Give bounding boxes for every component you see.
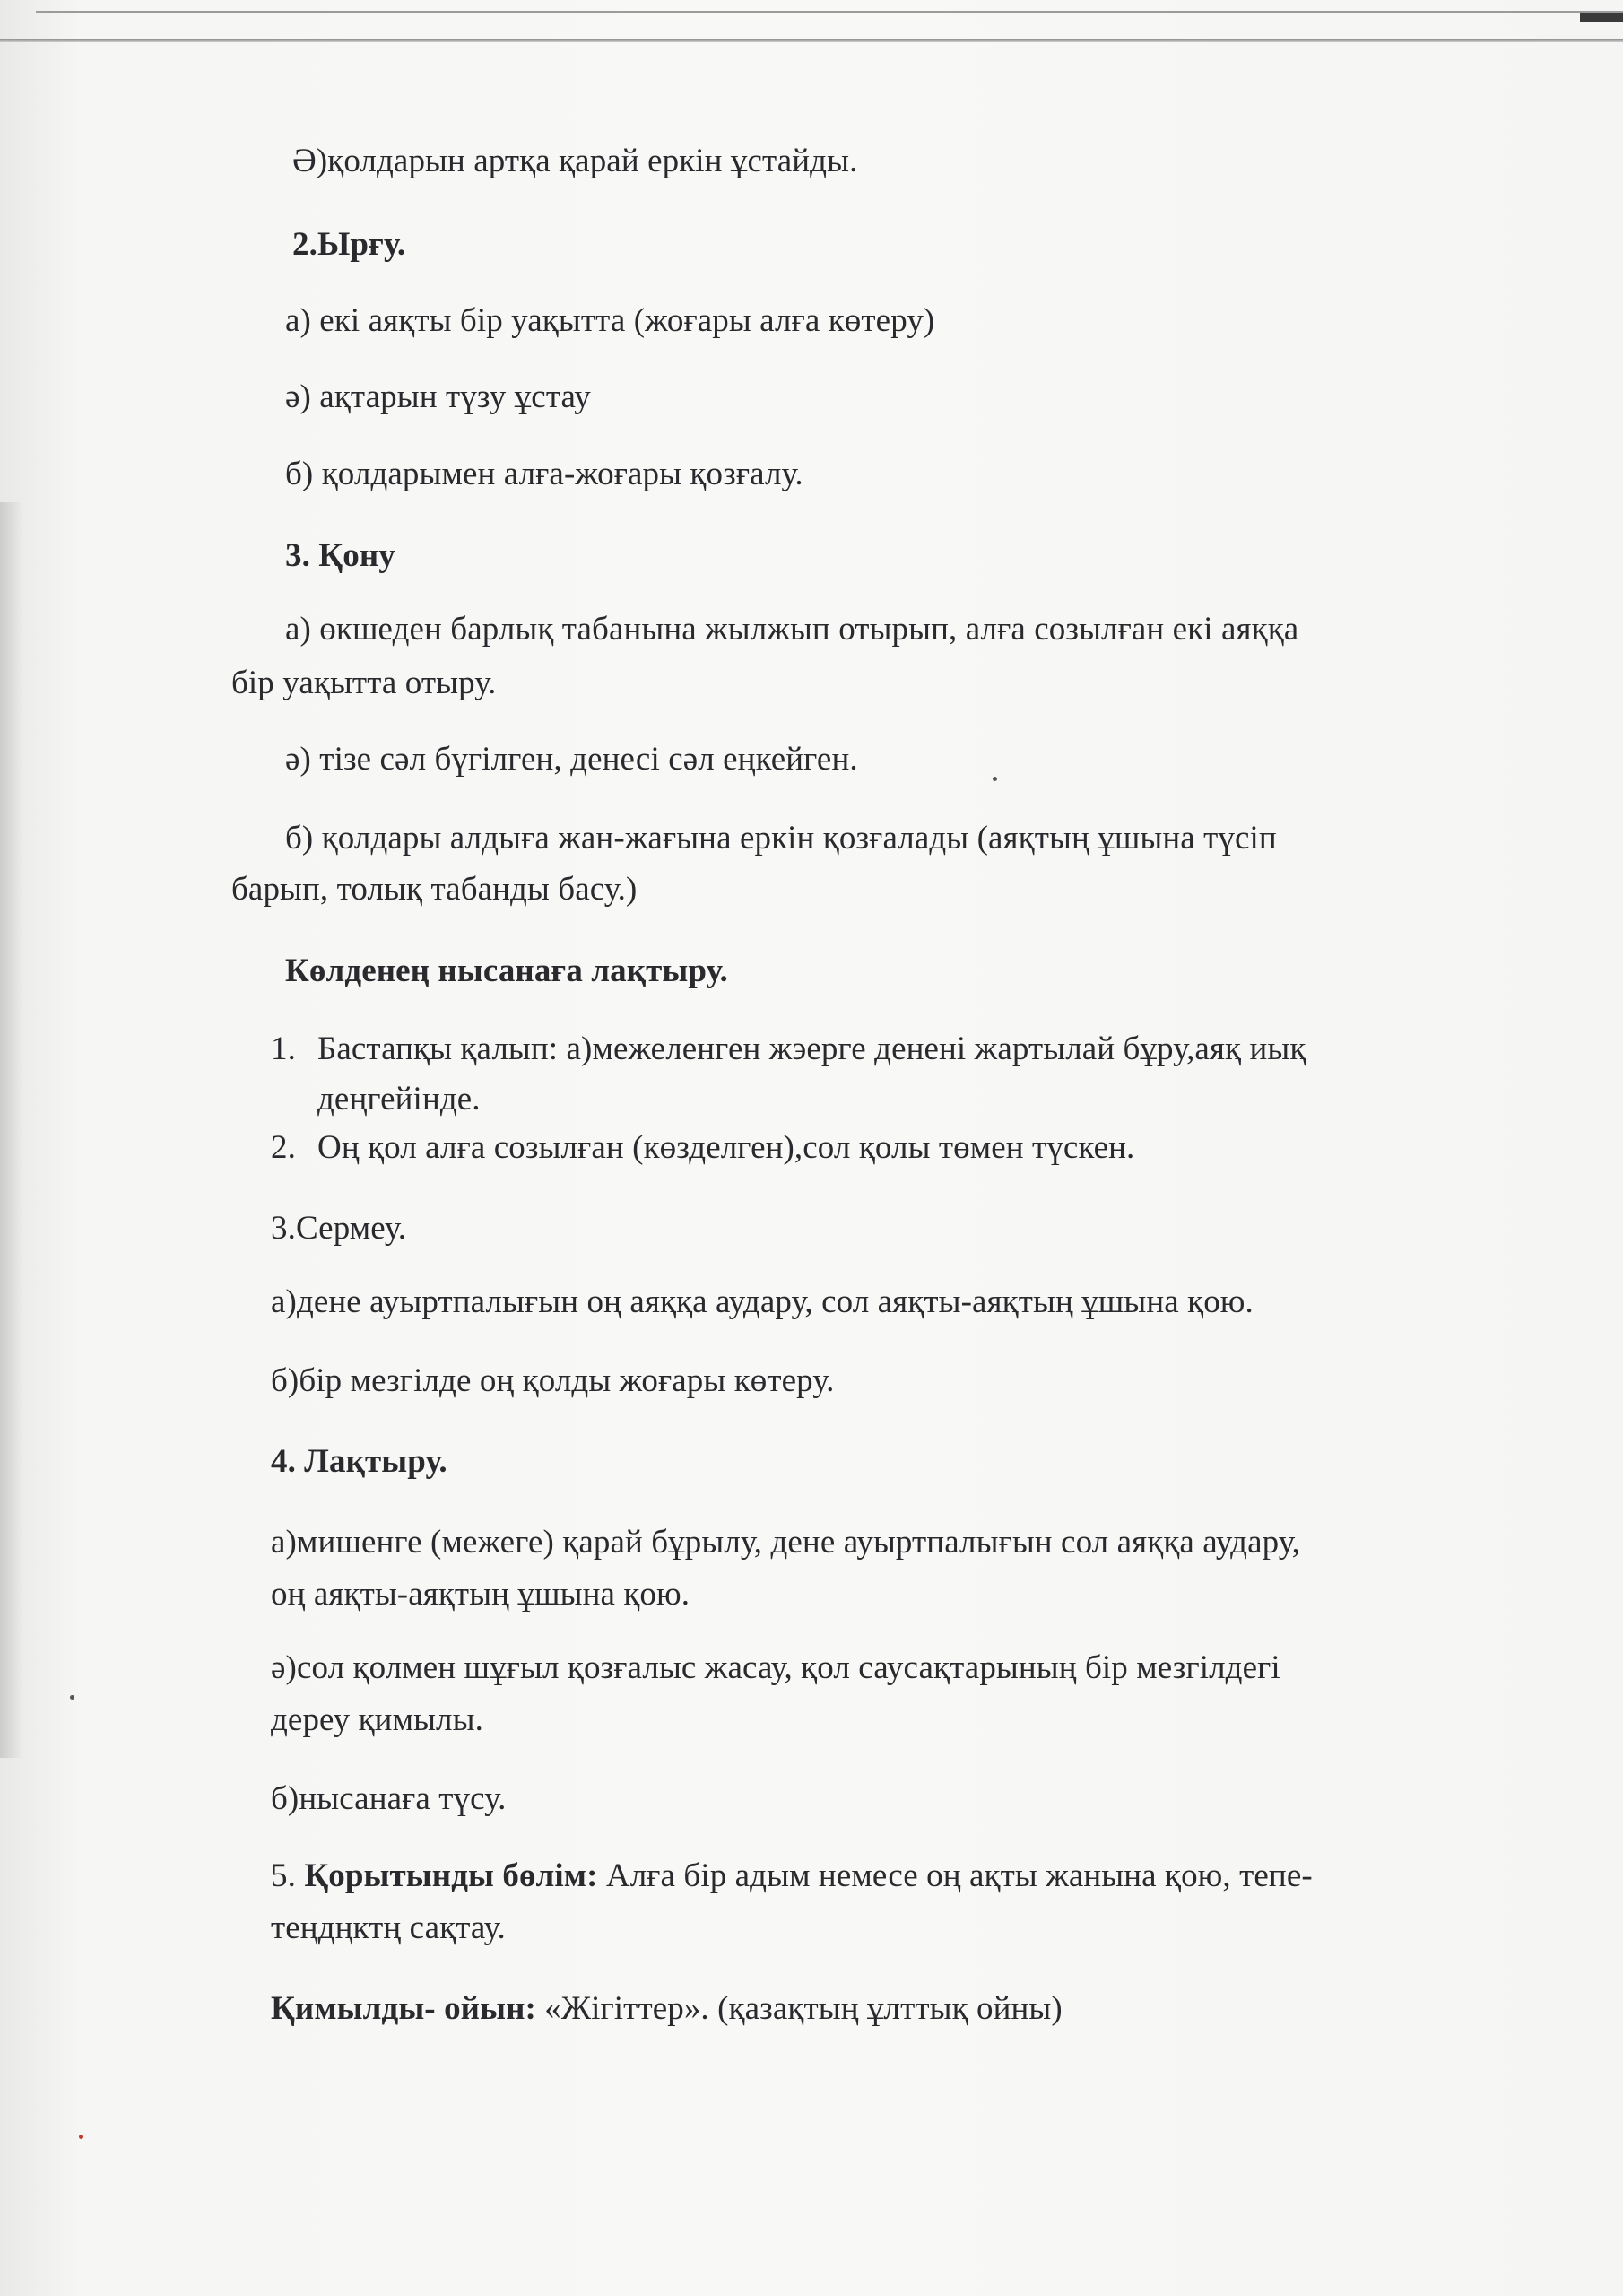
list-item-continuation: деңгейінде. xyxy=(317,1081,481,1118)
text-line: ә) тізе сәл бүгілген, денесі сәл еңкейген. xyxy=(285,741,858,778)
top-edge-line xyxy=(36,11,1623,13)
section-heading: 4. Лақтыру. xyxy=(271,1443,447,1480)
left-fold-shadow xyxy=(0,502,23,1758)
section-heading: Көлденең нысанаға лақтыру. xyxy=(285,952,728,989)
corner-mark xyxy=(1580,13,1623,22)
scan-speck xyxy=(70,1695,74,1700)
text-line: ә)сол қолмен шұғыл қозғалыс жасау, қол саусақтарының бір мезгілдегі xyxy=(271,1649,1280,1686)
text-line: бір уақытта отыру. xyxy=(231,665,497,701)
conclusion-label: Қорытынды бөлім: xyxy=(304,1857,598,1894)
game-text: «Жігіттер». (қазақтың ұлттық ойны) xyxy=(544,1990,1063,2027)
list-number: 2. xyxy=(271,1129,296,1166)
list-item: Бастапқы қалып: а)межеленген жэерге денені жартылай бұру,аяқ иық xyxy=(317,1031,1306,1067)
conclusion-line xyxy=(271,1849,1313,1903)
text-line: дереу қимылы. xyxy=(271,1701,483,1738)
section-heading: 3. Қону xyxy=(285,537,395,574)
text-line: теңдңктң сақтау. xyxy=(271,1909,506,1946)
list-number: 1. xyxy=(271,1031,296,1067)
top-border-line xyxy=(0,39,1623,42)
text-line: а) екі аяқты бір уақытта (жоғары алға көтеру) xyxy=(285,302,935,339)
conclusion-text: Алға бір адым немесе оң ақты жанына қою, тепе- xyxy=(605,1857,1313,1894)
section-heading: 2.Ырғу. xyxy=(292,226,406,263)
text-line: ә) ақтарын түзу ұстау xyxy=(285,378,591,415)
text-line: б) қолдары алдыға жан-жағына еркін қозғалады (аяқтың ұшына түсіп xyxy=(285,820,1277,857)
text-line: а)мишенге (межеге) қарай бұрылу, дене ауыртпалығын сол аяққа аудару, xyxy=(271,1524,1300,1561)
game-label: Қимылды- ойын: xyxy=(271,1990,536,2027)
text-line: а) өкшеден барлық табанына жылжып отырып, алға созылған екі аяққа xyxy=(285,611,1299,648)
text-line: оң аяқты-аяқтың ұшына қою. xyxy=(271,1576,690,1613)
text-line: Ә)қолдарын артқа қарай еркін ұстайды. xyxy=(292,143,858,179)
section-heading: 3.Сермеу. xyxy=(271,1210,407,1247)
text-line: а)дене ауыртпалығын оң аяққа аудару, сол аяқты-аяқтың ұшына қою. xyxy=(271,1283,1254,1320)
list-item: Оң қол алға созылған (көзделген),сол қолы төмен түскен. xyxy=(317,1129,1135,1166)
text-line: б)нысанаға түсу. xyxy=(271,1780,507,1817)
game-line xyxy=(271,1982,1063,2036)
conclusion-number: 5. xyxy=(271,1857,296,1894)
scan-speck xyxy=(993,777,997,781)
scan-speck xyxy=(79,2135,83,2139)
text-line: б)бір мезгілде оң қолды жоғары көтеру. xyxy=(271,1362,835,1399)
text-line: б) қолдарымен алға-жоғары қозғалу. xyxy=(285,456,803,492)
text-line: барып, толық табанды басу.) xyxy=(231,871,638,908)
